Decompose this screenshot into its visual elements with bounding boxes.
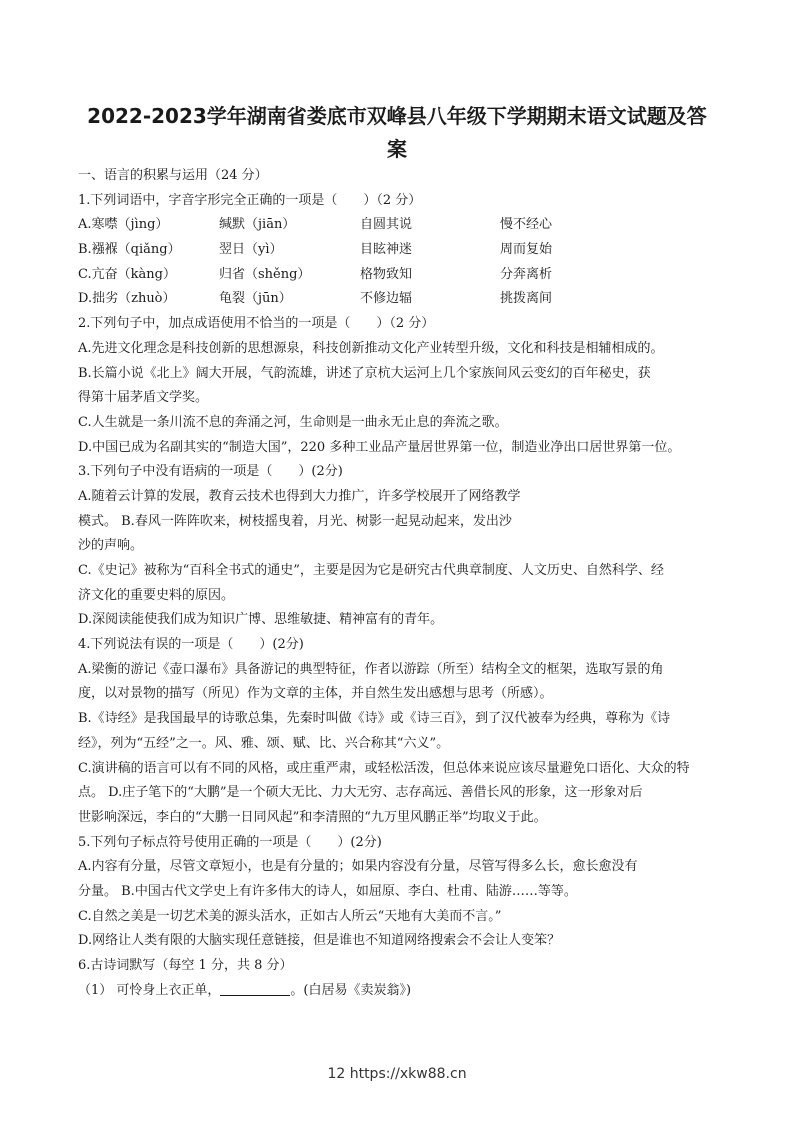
title-line-1: 2022-2023学年湖南省娄底市双峰县八年级下学期期末语文试题及答 xyxy=(87,104,707,128)
question-4-option-d-cont: 世影响深远，李白的“大鹏一日同风起”和李清照的“九万里风鹏正举”均取义于此。 xyxy=(78,809,547,825)
question-4-option-a-cont: 度，以对景物的描写（所见）作为文章的主体，并自然生发出感想与思考（所感）。 xyxy=(78,686,553,702)
question-2-stem: 2.下列句子中，加点成语使用不恰当的一项是（ ）（2 分） xyxy=(78,316,435,332)
title-line-2: 案 xyxy=(387,137,407,161)
question-2-option-b: B.长篇小说《北上》阔大开展，气韵流雄，讲述了京杭大运河上几个家族间风云变幻的百年秘史，获 xyxy=(78,365,651,381)
question-1-option-b: B.襁褓（qiǎng） 翌日（yì） 目眩神迷 周而复始 xyxy=(78,242,553,258)
question-3-option-b-cont: 沙的声响。 xyxy=(78,538,144,554)
question-3-option-a-cont: 模式。 B.春风一阵阵吹来，树枝摇曳着，月光、树影一起晃动起来，发出沙 xyxy=(78,513,512,529)
question-4-option-b-cont: 经》，列为“五经”之一。风、雅、颂、赋、比、兴合称其“六义”。 xyxy=(78,735,450,751)
question-2-option-a: A.先进文化理念是科技创新的思想源泉，科技创新推动文化产业转型升级，文化和科技是相辅相成的。 xyxy=(78,340,664,356)
question-2-option-c: C.人生就是一条川流不息的奔涌之河，生命则是一曲永无止息的奔流之歌。 xyxy=(78,414,508,430)
question-5-option-c: C.自然之美是一切艺术美的源头活水，正如古人所云“天地有大美而不言。” xyxy=(78,908,502,924)
question-3-option-d: D.深阅读能使我们成为知识广博、思维敏捷、精神富有的青年。 xyxy=(78,612,444,628)
question-4-option-c: C.演讲稿的语言可以有不同的风格，或庄重严肃，或轻松活泼，但总体来说应该尽量避免口语化、大众的特 xyxy=(78,760,690,776)
question-3-stem: 3.下列句子中没有语病的一项是（ ）(2分) xyxy=(78,464,343,480)
question-1-option-a: A.寒噤（jìng） 缄默（jiān） 自圆其说 慢不经心 xyxy=(78,217,553,233)
question-4-option-d: 点。 D.庄子笔下的“大鹏”是一个硕大无比、力大无穷、志存高远、善借长风的形象，这一形象对后 xyxy=(78,785,643,801)
page-footer: 12 https://xkw88.cn xyxy=(327,1066,467,1082)
question-2-option-b-cont: 得第十届茅盾文学奖。 xyxy=(78,390,209,406)
question-3-option-a: A.随着云计算的发展，教育云技术也得到大力推广，许多学校展开了网络教学 xyxy=(78,488,521,504)
question-4-stem: 4.下列说法有误的一项是（ ）(2分) xyxy=(78,637,304,653)
question-5-option-b: 分量。 B.中国古代文学史上有许多伟大的诗人，如屈原、李白、杜甫、陆游……等等。 xyxy=(78,883,577,899)
question-2-option-d: D.中国已成为名副其实的“制造大国”，220 多种工业品产量居世界第一位，制造业净出口居世界第一位。 xyxy=(78,439,681,455)
answer-blank[interactable] xyxy=(220,981,290,996)
question-1-option-c: C.亢奋（kàng） 归省（shěng） 格物致知 分奔离析 xyxy=(78,266,553,282)
question-1-stem: 1.下列词语中，字音字形完全正确的一项是（ ）（2 分） xyxy=(78,192,422,208)
question-4-option-a: A.梁衡的游记《壶口瀑布》具备游记的典型特征，作者以游踪（所至）结构全文的框架，选取写景的角 xyxy=(78,661,664,677)
page-title xyxy=(70,100,724,166)
question-4-option-b: B.《诗经》是我国最早的诗歌总集，先秦时叫做《诗》或《诗三百》，到了汉代被奉为经典，尊称为《诗 xyxy=(78,711,671,727)
section-heading: 一、语言的积累与运用（24 分） xyxy=(78,168,268,183)
question-5-option-d: D.网络让人类有限的大脑实现任意链接，但是谁也不知道网络搜索会不会让人变笨？ xyxy=(78,933,561,949)
question-1-option-d: D.拙劣（zhuò） 龟裂（jūn） 不修边辐 挑拨离间 xyxy=(78,291,553,307)
question-3-option-c-cont: 济文化的重要史料的原因。 xyxy=(78,587,235,603)
exam-content xyxy=(78,164,718,1003)
question-3-option-c: C.《史记》被称为“百科全书式的通史”，主要是因为它是研究古代典章制度、人文历史、自然科学、经 xyxy=(78,563,664,578)
question-5-stem: 5.下列句子标点符号使用正确的一项是（ ）(2分) xyxy=(78,834,382,850)
question-5-option-a: A.内容有分量，尽管文章短小，也是有分量的；如果内容没有分量，尽管写得多么长，愈长愈没有 xyxy=(78,859,638,875)
question-6-stem: 6.古诗词默写（每空 1 分，共 8 分） xyxy=(78,958,293,973)
question-6-item-1: （1） 可怜身上衣正单， 。(白居易《卖炭翁》) xyxy=(78,982,412,998)
